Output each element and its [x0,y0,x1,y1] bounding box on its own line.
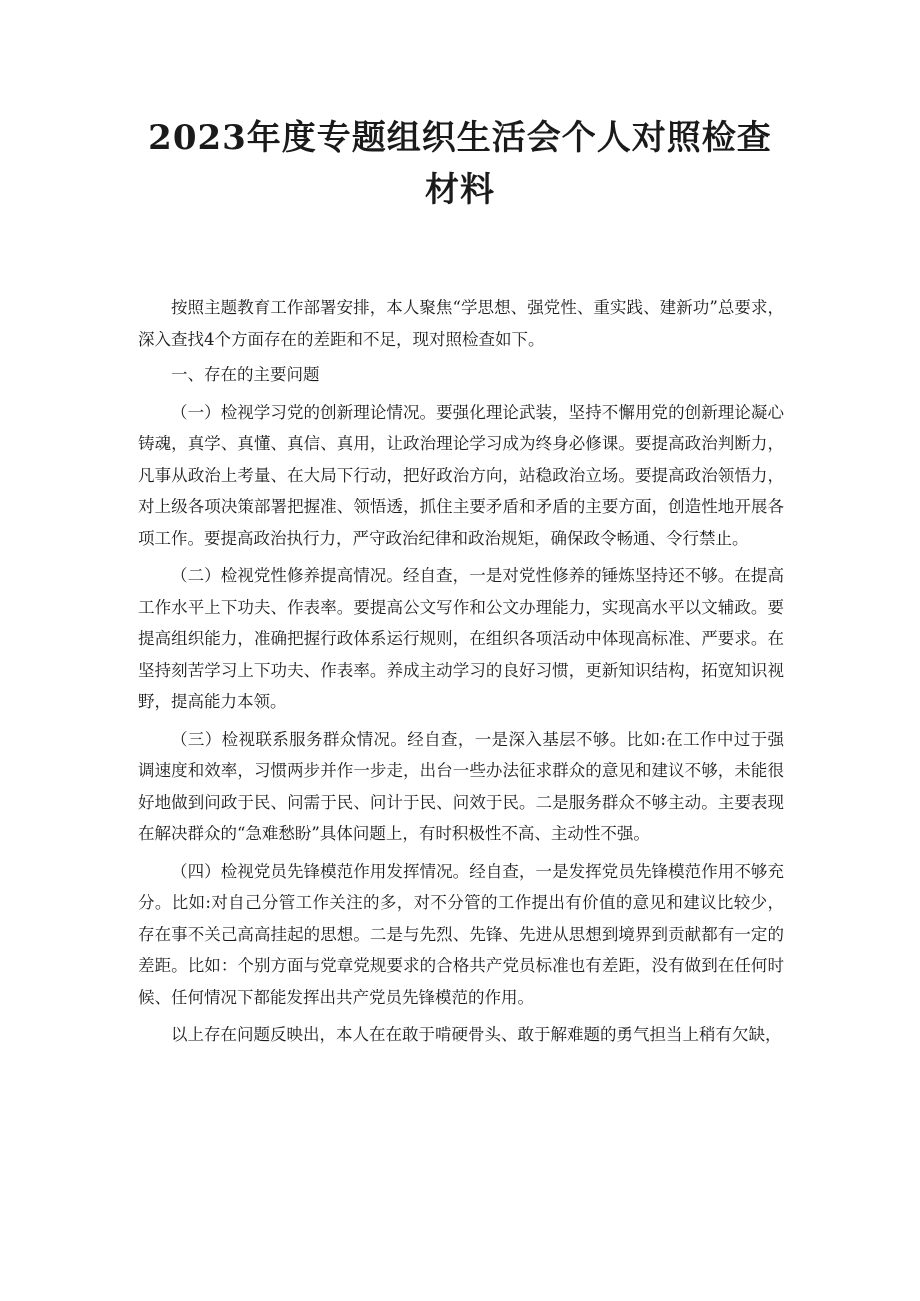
document-body [138,292,784,1051]
body-paragraph-4: （四）检视党员先锋模范作用发挥情况。经自查，一是发挥党员先锋模范作用不够充分。比如:对自己分管工作关注的多，对不分管的工作提出有价值的意见和建议比较少，存在事不关己高高挂起的思想。二是与先烈、先锋、先进从思想到境界到贡献都有一定的差距。比如：个别方面与党章党规要求的合格共产党员标准也有差距，没有做到在任何时候、任何情况下都能发挥出共产党员先锋模范的作用。 [138,861,784,1007]
intro-paragraph: 按照主题教育工作部署安排，本人聚焦“学思想、强党性、重实践、建新功”总要求，深入查找4个方面存在的差距和不足，现对照检查如下。 [138,298,784,349]
body-paragraph-2: （二）检视党性修养提高情况。经自查，一是对党性修养的锤炼坚持还不够。在提高工作水平上下功夫、作表率。要提高公文写作和公文办理能力，实现高水平以文辅政。要提高组织能力，准确把握行政体系运行规则，在组织各项活动中体现高标准、严要求。在坚持刻苦学习上下功夫、作表率。养成主动学习的良好习惯，更新知识结构，拓宽知识视野，提高能力本领。 [138,566,784,711]
body-paragraph-1: （一）检视学习党的创新理论情况。要强化理论武装，坚持不懈用党的创新理论凝心铸魂，真学、真懂、真信、真用，让政治理论学习成为终身必修课。要提高政治判断力，凡事从政治上考量、在大局下行动，把好政治方向，站稳政治立场。要提高政治领悟力，对上级各项决策部署把握准、领悟透，抓住主要矛盾和矛盾的主要方面，创造性地开展各项工作。要提高政治执行力，严守政治纪律和政治规矩，确保政令畅通、令行禁止。 [138,402,784,548]
body-paragraph-3: （三）检视联系服务群众情况。经自查，一是深入基层不够。比如:在工作中过于强调速度和效率，习惯两步并作一步走，出台一些办法征求群众的意见和建议不够，未能很好地做到问政于民、问需于民、问计于民、问效于民。二是服务群众不够主动。主要表现在解决群众的“急难愁盼”具体问题上，有时积极性不高、主动性不强。 [138,729,784,843]
section-heading: 一、存在的主要问题 [171,365,320,384]
document-title: 2023年度专题组织生活会个人对照检查材料 [148,118,772,210]
body-paragraph-5: 以上存在问题反映出，本人在在敢于啃硬骨头、敢于解难题的勇气担当上稍有欠缺， [171,1025,782,1044]
